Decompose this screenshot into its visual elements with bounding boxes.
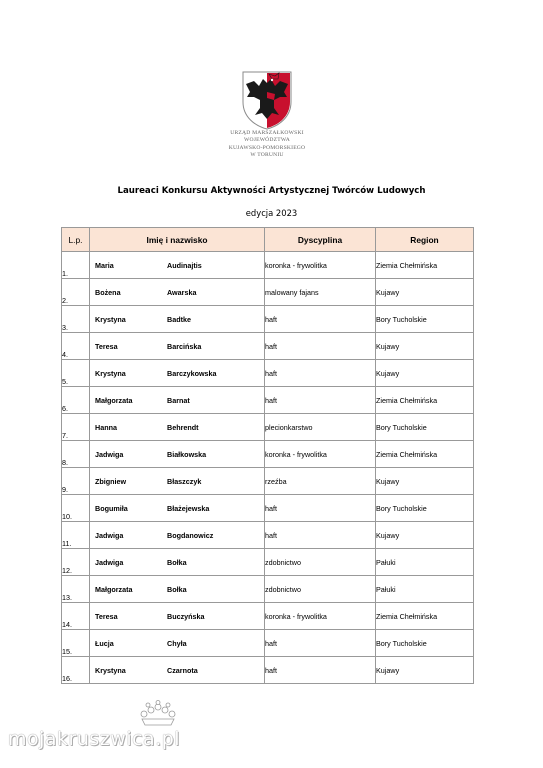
document-title: Laureaci Konkursu Aktywności Artystycznej Twórców Ludowych xyxy=(117,186,426,196)
discipline-cell: haft xyxy=(265,360,376,387)
laureate-name xyxy=(90,576,265,603)
watermark-text: mojakruszwica.pl xyxy=(8,728,181,750)
region-cell: Bory Tucholskie xyxy=(376,414,474,441)
row-number: 11. xyxy=(62,522,90,549)
region-cell: Kujawy xyxy=(376,657,474,684)
discipline-cell: zdobnictwo xyxy=(265,576,376,603)
document-subtitle: edycja 2023 xyxy=(245,208,298,218)
discipline-cell: haft xyxy=(265,306,376,333)
first-name: Jadwiga xyxy=(95,557,124,567)
table-row xyxy=(62,333,474,360)
discipline-cell: haft xyxy=(265,495,376,522)
last-name: Chyła xyxy=(167,638,187,648)
row-number: 7. xyxy=(62,414,90,441)
laureate-name xyxy=(90,657,265,684)
last-name: Audinajtis xyxy=(167,260,202,270)
last-name: Czarnota xyxy=(167,665,198,675)
discipline-cell: malowany fajans xyxy=(265,279,376,306)
column-header-region: Region xyxy=(376,228,474,252)
last-name: Bołka xyxy=(167,584,187,594)
laureate-name xyxy=(90,549,265,576)
row-number: 6. xyxy=(62,387,90,414)
laureate-name xyxy=(90,630,265,657)
discipline-cell: koronka - frywolitka xyxy=(265,603,376,630)
first-name: Krystyna xyxy=(95,368,126,378)
office-line: KUJAWSKO-POMORSKIEGO xyxy=(228,144,306,151)
column-header-discipline: Dyscyplina xyxy=(265,228,376,252)
laureate-name xyxy=(90,252,265,279)
first-name: Krystyna xyxy=(95,314,126,324)
table-row xyxy=(62,603,474,630)
last-name: Barczykowska xyxy=(167,368,217,378)
region-cell: Bory Tucholskie xyxy=(376,630,474,657)
discipline-cell: zdobnictwo xyxy=(265,549,376,576)
last-name: Behrendt xyxy=(167,422,199,432)
region-cell: Kujawy xyxy=(376,522,474,549)
discipline-cell: koronka - frywolitka xyxy=(265,252,376,279)
table-row xyxy=(62,630,474,657)
first-name: Jadwiga xyxy=(95,449,124,459)
row-number: 2. xyxy=(62,279,90,306)
office-line: WOJEWÓDZTWA xyxy=(243,137,290,144)
table-row xyxy=(62,495,474,522)
first-name: Małgorzata xyxy=(95,584,133,594)
first-name: Teresa xyxy=(95,611,118,621)
table-row xyxy=(62,252,474,279)
row-number: 13. xyxy=(62,576,90,603)
region-cell: Ziemia Chełmińska xyxy=(376,441,474,468)
column-header-lp: L.p. xyxy=(62,228,90,252)
table-row xyxy=(62,360,474,387)
laureate-name xyxy=(90,387,265,414)
laureate-name xyxy=(90,495,265,522)
discipline-cell: plecionkarstwo xyxy=(265,414,376,441)
laureate-name xyxy=(90,414,265,441)
table-row xyxy=(62,522,474,549)
last-name: Barcińska xyxy=(167,341,202,351)
region-cell: Bory Tucholskie xyxy=(376,306,474,333)
laureate-name xyxy=(90,468,265,495)
laureate-name xyxy=(90,306,265,333)
table-row xyxy=(62,576,474,603)
row-number: 14. xyxy=(62,603,90,630)
first-name: Krystyna xyxy=(95,665,126,675)
region-cell: Kujawy xyxy=(376,468,474,495)
laureate-name xyxy=(90,522,265,549)
region-cell: Kujawy xyxy=(376,360,474,387)
row-number: 16. xyxy=(62,657,90,684)
region-cell: Pałuki xyxy=(376,576,474,603)
row-number: 3. xyxy=(62,306,90,333)
discipline-cell: haft xyxy=(265,522,376,549)
laureate-name xyxy=(90,279,265,306)
last-name: Buczyńska xyxy=(167,611,205,621)
last-name: Awarska xyxy=(167,287,197,297)
discipline-cell: haft xyxy=(265,387,376,414)
region-cell: Bory Tucholskie xyxy=(376,495,474,522)
last-name: Bołka xyxy=(167,557,187,567)
region-cell: Ziemia Chełmińska xyxy=(376,252,474,279)
discipline-cell: koronka - frywolitka xyxy=(265,441,376,468)
region-cell: Pałuki xyxy=(376,549,474,576)
office-line: URZĄD MARSZAŁKOWSKI xyxy=(230,130,304,136)
office-name xyxy=(200,130,334,160)
crown-logo-icon xyxy=(136,700,180,728)
table-row xyxy=(62,441,474,468)
laureate-name xyxy=(90,333,265,360)
row-number: 1. xyxy=(62,252,90,279)
last-name: Białkowska xyxy=(167,449,207,459)
table-header-row xyxy=(62,228,474,252)
discipline-cell: haft xyxy=(265,630,376,657)
laureate-name xyxy=(90,441,265,468)
office-line: W TORUNIU xyxy=(250,152,284,159)
first-name: Bożena xyxy=(95,287,121,297)
last-name: Barnat xyxy=(167,395,190,405)
last-name: Błażejewska xyxy=(167,503,210,513)
discipline-cell: rzeźba xyxy=(265,468,376,495)
table-row xyxy=(62,306,474,333)
table-row xyxy=(62,657,474,684)
row-number: 9. xyxy=(62,468,90,495)
first-name: Łucja xyxy=(95,638,114,648)
table-row xyxy=(62,468,474,495)
laureates-table xyxy=(61,227,474,684)
laureate-name xyxy=(90,360,265,387)
region-cell: Ziemia Chełmińska xyxy=(376,387,474,414)
row-number: 5. xyxy=(62,360,90,387)
region-cell: Ziemia Chełmińska xyxy=(376,603,474,630)
row-number: 15. xyxy=(62,630,90,657)
first-name: Zbigniew xyxy=(95,476,127,486)
row-number: 8. xyxy=(62,441,90,468)
coat-of-arms-icon xyxy=(241,70,293,130)
last-name: Bogdanowicz xyxy=(167,530,214,540)
table-row xyxy=(62,549,474,576)
column-header-name: Imię i nazwisko xyxy=(90,228,265,252)
discipline-cell: haft xyxy=(265,657,376,684)
row-number: 12. xyxy=(62,549,90,576)
first-name: Bogumiła xyxy=(95,503,128,513)
first-name: Małgorzata xyxy=(95,395,133,405)
first-name: Maria xyxy=(95,260,114,270)
region-cell: Kujawy xyxy=(376,279,474,306)
table-row xyxy=(62,414,474,441)
last-name: Błaszczyk xyxy=(167,476,202,486)
row-number: 4. xyxy=(62,333,90,360)
last-name: Badtke xyxy=(167,314,191,324)
table-row xyxy=(62,279,474,306)
table-row xyxy=(62,387,474,414)
first-name: Teresa xyxy=(95,341,118,351)
first-name: Hanna xyxy=(95,422,117,432)
row-number: 10. xyxy=(62,495,90,522)
first-name: Jadwiga xyxy=(95,530,124,540)
discipline-cell: haft xyxy=(265,333,376,360)
region-cell: Kujawy xyxy=(376,333,474,360)
laureate-name xyxy=(90,603,265,630)
